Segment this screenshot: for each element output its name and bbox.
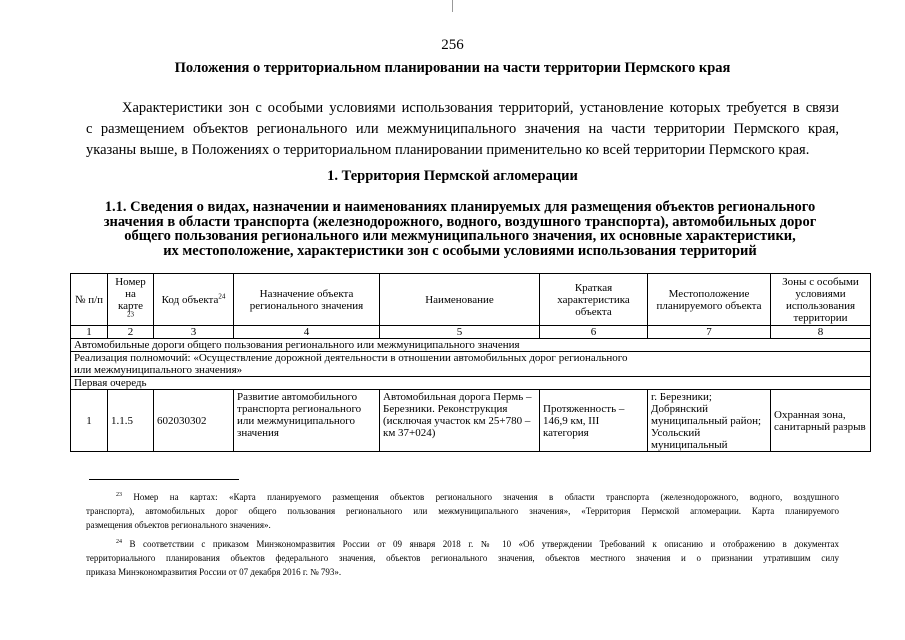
column-number: 6	[540, 326, 648, 339]
powers-label: Реализация полномочий: «Осуществление дорожной деятельности в отношении автомобильных дорог регионального или межмуниципального значения»	[71, 352, 871, 377]
queue-row	[71, 377, 871, 390]
footnote	[86, 490, 839, 532]
header-location: Местоположение планируемого объекта	[648, 274, 771, 326]
row-zones: Охранная зона, санитарный разрыв	[771, 390, 871, 452]
column-number: 7	[648, 326, 771, 339]
subsection-line: их местоположение, характеристики зон с особыми условиями использования территорий	[163, 242, 757, 259]
header-purpose: Назначение объекта регионального значения	[234, 274, 380, 326]
footnotes	[86, 490, 839, 584]
row-purpose: Развитие автомобильного транспорта регионального или межмуниципального значения	[234, 390, 380, 452]
intro-line: указаны выше, в Положениях о территориальном планировании применительно ко всей территории Пермского края.	[86, 142, 810, 158]
footnote-line: размещения объектов регионального значения».	[86, 520, 271, 530]
header-map-line: карте	[117, 299, 144, 312]
header-name: Наименование	[380, 274, 540, 326]
powers-row	[71, 352, 871, 377]
category-label: Автомобильные дороги общего пользования регионального или межмуниципального значения	[71, 339, 871, 352]
footnote-line	[86, 490, 839, 504]
queue-label: Первая очередь	[71, 377, 871, 390]
row-map-number: 1.1.5	[108, 390, 154, 452]
header-characteristic: Краткая характеристика объекта	[540, 274, 648, 326]
subsection-line: общего пользования регионального или межмуниципального значения, их основные характеристики,	[124, 228, 796, 244]
document-title: Положения о территориальном планировании на части территории Пермского края	[174, 60, 731, 76]
subsection-line: 1.1. Сведения о видах, назначении и наименованиях планируемых для размещения объектов регионального	[104, 199, 816, 215]
intro-line: Характеристики зон с особыми условиями использования территорий, установление которых требуется в связи	[122, 100, 839, 116]
header-map-line: на	[125, 287, 136, 300]
header-object-code	[154, 274, 234, 326]
table-header-row	[71, 274, 871, 326]
footnote	[86, 537, 839, 579]
row-num: 1	[71, 390, 108, 452]
footnote-ref: 24	[218, 291, 226, 300]
header-code-label: Код объекта	[161, 293, 219, 306]
row-object-code: 602030302	[154, 390, 234, 452]
footnote-number: 23	[116, 492, 122, 498]
header-zones: Зоны с особыми условиями использования территории	[771, 274, 871, 326]
section-title: 1. Территория Пермской агломерации	[327, 168, 578, 184]
footnote-number: 24	[116, 539, 122, 545]
footnote-line: территориального планирования объектов федерального значения, объектов регионального значения, объектов местного значения и о признании утратившим силу	[86, 553, 839, 563]
footnote-text: В соответствии с приказом Минэкономразвития России от 09 января 2018 г. № 10 «Об утверждении Требований к описанию и отображению в документах	[129, 539, 839, 549]
row-characteristic: Протяженность – 146,9 км, III категория	[540, 390, 648, 452]
row-name: Автомобильная дорога Пермь – Березники. Реконструкция (исключая участок км 25+780 – км 37+024)	[380, 390, 540, 452]
intro-paragraph	[86, 98, 839, 161]
footnote-divider	[89, 479, 239, 480]
page-number: 256	[441, 37, 464, 53]
row-location: г. Березники; Добрянский муниципальный район; Усольский муниципальный	[648, 390, 771, 452]
intro-line: с размещением объектов регионального или межмуниципального значения на части территории Пермского края,	[86, 121, 839, 137]
column-number: 2	[108, 326, 154, 339]
column-number: 5	[380, 326, 540, 339]
footnote-ref: 23	[127, 309, 134, 318]
subsection-title	[70, 200, 850, 258]
header-map-line: Номер	[115, 275, 146, 288]
column-number: 1	[71, 326, 108, 339]
objects-table	[70, 273, 871, 452]
footnote-text: Номер на картах: «Карта планируемого размещения объектов регионального значения в области транспорта (железнодорожного, водного, воздушного	[133, 492, 840, 502]
footnote-line: транспорта), автомобильных дорог общего пользования регионального или межмуниципального значения», «Территория Пермской агломерации. Карта планируемого	[86, 506, 839, 516]
column-number: 8	[771, 326, 871, 339]
scan-mark	[452, 0, 454, 12]
column-number: 4	[234, 326, 380, 339]
subsection-line: значения в области транспорта (железнодорожного, водного, воздушного транспорта), автомобильных дорог	[103, 213, 817, 230]
category-row	[71, 339, 871, 352]
column-number: 3	[154, 326, 234, 339]
footnote-line	[86, 537, 839, 551]
footnote-line: приказа Минэкономразвития России от 07 декабря 2016 г. № 793».	[86, 567, 342, 577]
column-number-row	[71, 326, 871, 339]
header-map-number	[108, 274, 154, 326]
header-num: № п/п	[71, 274, 108, 326]
table-row	[71, 390, 871, 452]
